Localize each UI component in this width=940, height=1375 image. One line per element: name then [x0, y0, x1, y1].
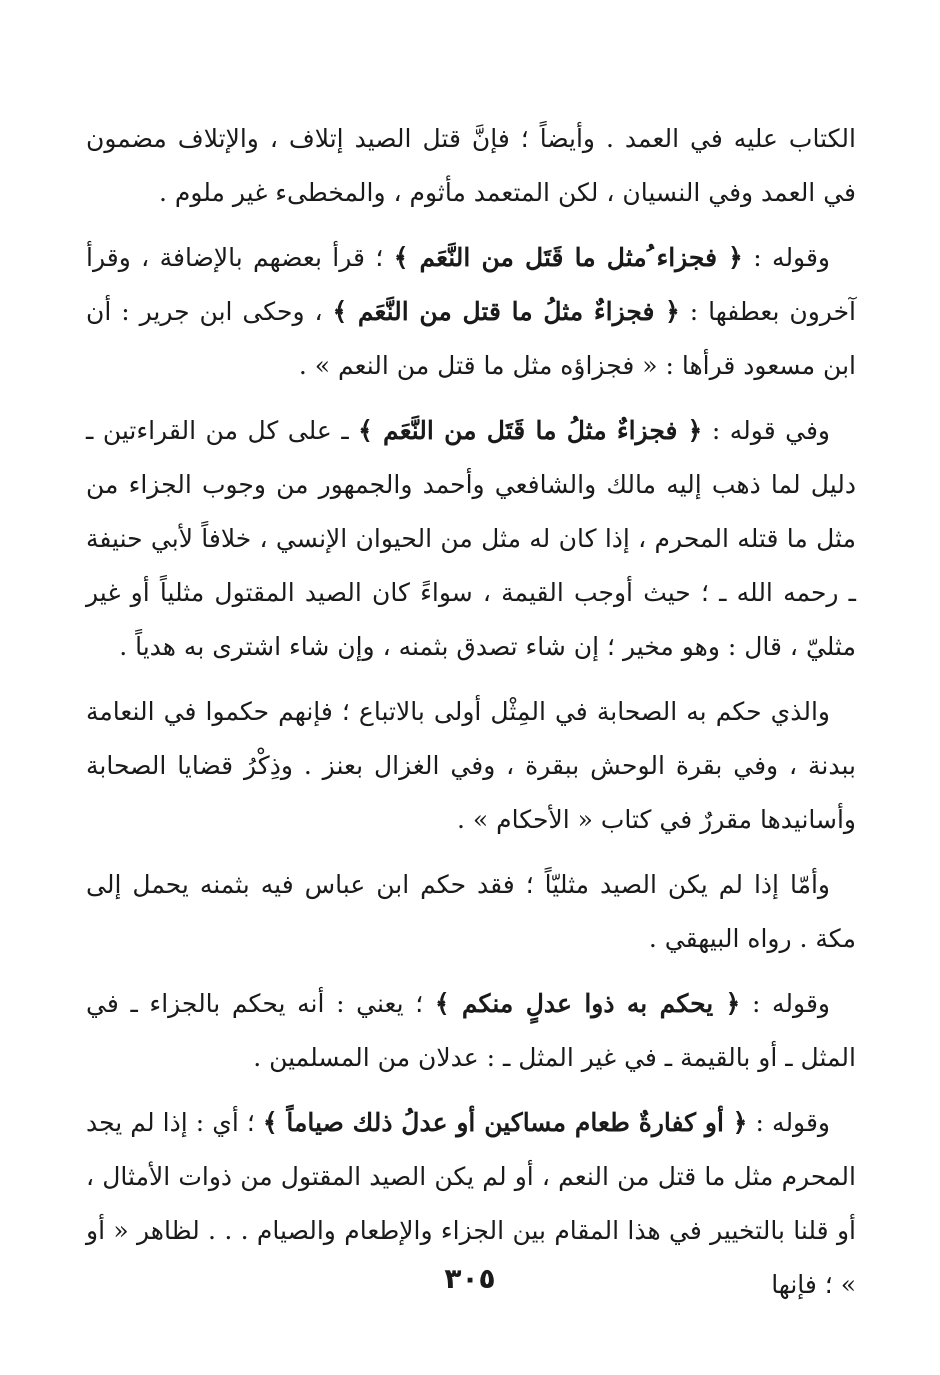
paragraph-text: ؛ قرأ بعضهم بالإضافة ، وقرأ آخرون بعطفها :: [86, 243, 856, 326]
paragraph-text: وقوله :: [742, 243, 830, 272]
paragraph-text: الكتاب عليه في العمد . وأيضاً ؛ فإنَّ قتل الصيد إتلاف ، والإتلاف مضمون في العمد وفي النسيان ، لكن المتعمد مأثوم ، والمخطىء غير ملوم .: [86, 124, 856, 207]
quran-quote: ﴿ يحكم به ذوا عدلٍ منكم ﴾: [434, 989, 741, 1018]
page-number: ٣٠٥: [444, 1262, 496, 1295]
paragraph-text: وقوله :: [747, 1108, 830, 1137]
paragraph-text: ؛ أي : إذا لم يجد المحرم مثل ما قتل من النعم ، أو لم يكن الصيد المقتول من ذوات الأمثال ، أو قلنا بالتخيير في هذا المقام بين الجزاء والإطعام والصيام . . . لظاهر « أو » ؛ فإنها: [86, 1108, 856, 1299]
paragraph-p1: [86, 112, 856, 220]
paragraph-p6: [86, 977, 856, 1085]
paragraph-p3: [86, 404, 856, 674]
paragraph-text: ـ على كل من القراءتين ـ دليل لما ذهب إليه مالك والشافعي وأحمد والجمهور من وجوب الجزاء من مثل ما قتله المحرم ، إذا كان له مثل من الحيوان الإنسي ، خلافاً لأبي حنيفة ـ رحمه الله ـ ؛ حيث أوجب القيمة ، سواءً كان الصيد المقتول مثلياً أو غير مثليّ ، قال : وهو مخير ؛ إن شاء تصدق بثمنه ، وإن شاء اشترى به هدياً .: [86, 416, 856, 661]
paragraph-p2: [86, 231, 856, 393]
quran-quote: ﴿ فجزاء ُمثل ما قَتَل من النَّعَم ﴾: [393, 243, 743, 272]
paragraph-text: وقوله :: [740, 989, 830, 1018]
paragraph-p4: [86, 685, 856, 847]
paragraph-text: وفي قوله :: [702, 416, 831, 445]
paragraph-text: والذي حكم به الصحابة في المِثْل أولى بالاتباع ؛ فإنهم حكموا في النعامة ببدنة ، وفي بقرة الوحش ببقرة ، وفي الغزال بعنز . وذِكْرُ قضايا الصحابة وأسانيدها مقررٌ في كتاب « الأحكام » .: [86, 697, 856, 834]
quran-quote: ﴿ فجزاءٌ مثلُ ما قَتَل من النَّعَم ﴾: [358, 416, 703, 445]
paragraph-p5: [86, 858, 856, 966]
paragraph-text: ، وحكى ابن جرير : أن ابن مسعود قرأها : « فجزاؤه مثل ما قتل من النعم » .: [86, 297, 856, 380]
quran-quote: ﴿ فجزاءٌ مثلُ ما قتل من النَّعَم ﴾: [332, 297, 680, 326]
quran-quote: ﴿ أو كفارةٌ طعام مساكين أو عدلُ ذلك صياماً ﴾: [262, 1108, 748, 1137]
paragraph-text: وأمّا إذا لم يكن الصيد مثليّاً ؛ فقد حكم ابن عباس فيه بثمنه يحمل إلى مكة . رواه البيهقي .: [86, 870, 856, 953]
body-text: [86, 112, 856, 1323]
paragraph-text: ؛ يعني : أنه يحكم بالجزاء ـ في المثل ـ أو بالقيمة ـ في غير المثل ـ : عدلان من المسلمين .: [86, 989, 856, 1072]
